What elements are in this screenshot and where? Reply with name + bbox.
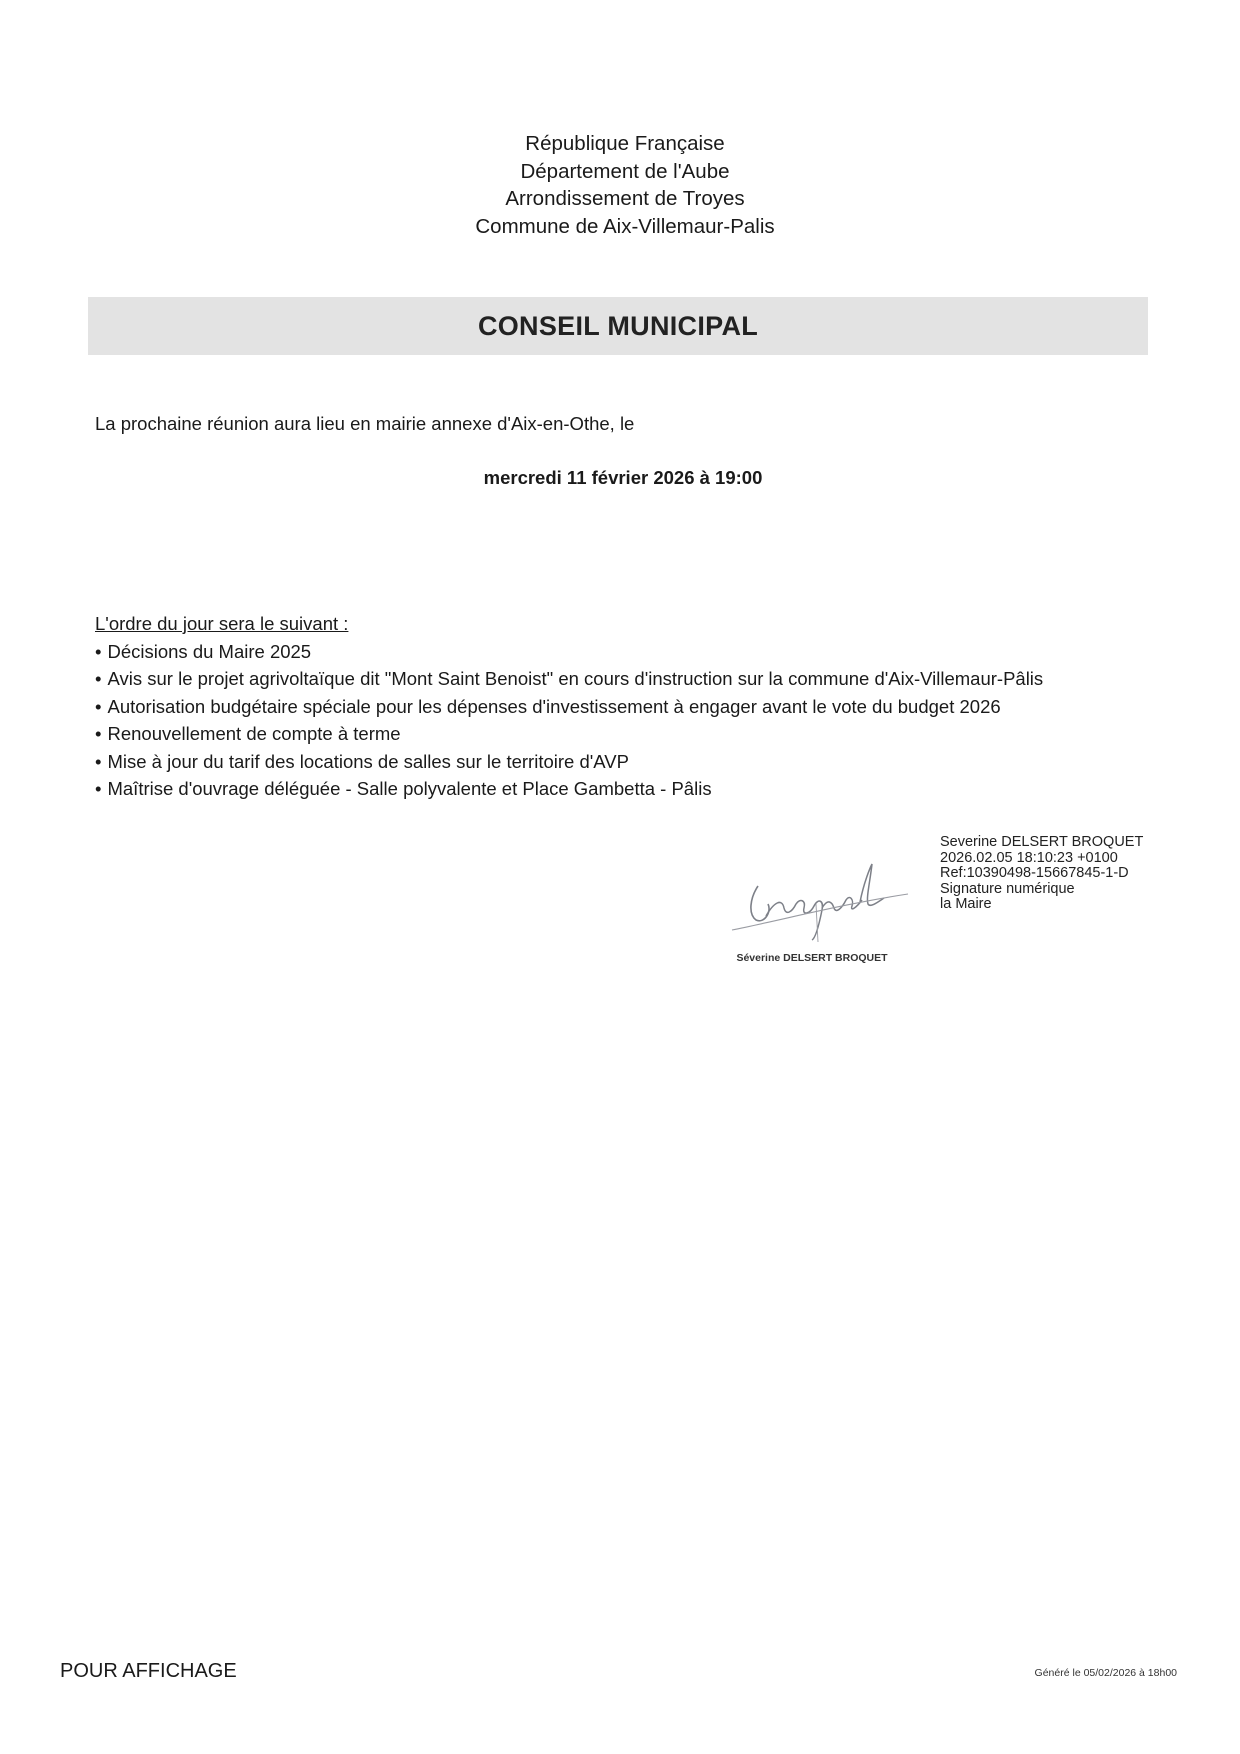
agenda-item: • Avis sur le projet agrivoltaïque dit "Mont Saint Benoist" en cours d'instruction sur la commune d'Aix-Villemaur-Pâlis [95, 665, 1043, 693]
header-line-arrondissement: Arrondissement de Troyes [505, 187, 745, 210]
agenda-item: • Maîtrise d'ouvrage déléguée - Salle polyvalente et Place Gambetta - Pâlis [95, 775, 1043, 803]
handwritten-signature-icon [712, 842, 922, 942]
agenda-item: • Mise à jour du tarif des locations de salles sur le territoire d'AVP [95, 748, 1043, 776]
agenda-item: • Décisions du Maire 2025 [95, 638, 1043, 666]
signature-ref: Ref:10390498-15667845-1-D [940, 865, 1129, 881]
agenda-title: L'ordre du jour sera le suivant : [95, 613, 349, 634]
signature-role: la Maire [940, 896, 992, 912]
title-banner [88, 297, 1148, 355]
meeting-date-block [0, 467, 1240, 489]
agenda-item: • Autorisation budgétaire spéciale pour les dépenses d'investissement à engager avant le vote du budget 2026 [95, 693, 1043, 721]
signature-name: Severine DELSERT BROQUET [940, 834, 1144, 850]
agenda-item: • Renouvellement de compte à terme [95, 720, 1043, 748]
agenda-list [95, 638, 1043, 803]
header-line-republic: République Française [525, 132, 725, 155]
signature-timestamp: 2026.02.05 18:10:23 +0100 [940, 849, 1118, 866]
meeting-intro: La prochaine réunion aura lieu en mairie annexe d'Aix-en-Othe, le [95, 413, 635, 434]
footer-generated-date: Généré le 05/02/2026 à 18h00 [1034, 1667, 1177, 1679]
signer-name: Séverine DELSERT BROQUET [736, 952, 888, 964]
footer-posting-label: POUR AFFICHAGE [60, 1660, 237, 1682]
meeting-date: mercredi 11 février 2026 à 19:00 [483, 467, 763, 488]
page-title: CONSEIL MUNICIPAL [477, 310, 759, 341]
document-header [0, 130, 1240, 240]
header-line-commune: Commune de Aix-Villemaur-Palis [475, 214, 775, 238]
agenda-section [95, 610, 1043, 803]
digital-signature-block [940, 835, 1143, 913]
signature-label: Signature numérique [940, 880, 1075, 897]
header-line-department: Département de l'Aube [520, 159, 730, 183]
